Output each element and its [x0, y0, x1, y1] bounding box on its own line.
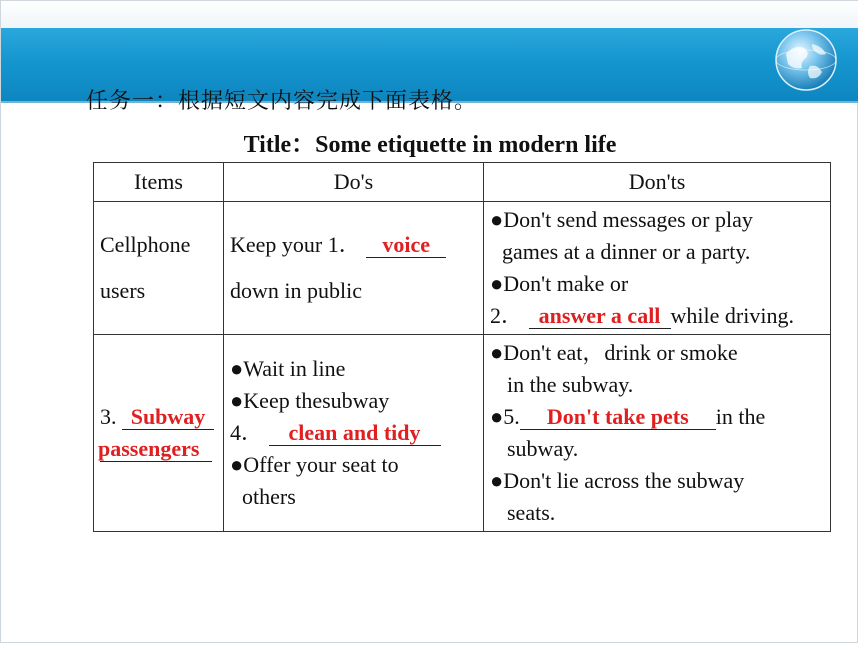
donts-text: ●5. — [490, 404, 520, 429]
cell-item-subway — [94, 335, 224, 532]
dos-text: ●Wait in line — [230, 356, 346, 381]
dos-text: others — [242, 484, 296, 509]
header-dos: Do's — [224, 163, 484, 202]
dos-text: ●Offer your seat to — [230, 452, 399, 477]
header-items: Items — [94, 163, 224, 202]
dos-text: 4． — [230, 420, 264, 445]
table-row — [94, 202, 831, 335]
donts-text: 2． — [490, 303, 524, 328]
donts-text: ●Don't make or — [490, 271, 629, 296]
answer-text: clean and tidy — [288, 420, 421, 445]
globe-icon — [772, 26, 840, 94]
dos-text: down in public — [230, 278, 362, 303]
item-label: users — [100, 278, 146, 303]
answer-blank — [100, 437, 212, 462]
table-row — [94, 335, 831, 532]
donts-text: while driving. — [670, 303, 794, 328]
page-title: Title：Some etiquette in modern life — [243, 132, 617, 158]
donts-text: subway. — [507, 436, 579, 461]
cell-donts-cellphone — [484, 202, 831, 335]
top-strip — [1, 1, 858, 28]
donts-text: ●Don't send messages or play — [490, 207, 753, 232]
answer-blank — [520, 405, 716, 430]
answer-text: Don't take pets — [546, 404, 689, 429]
answer-text: Subway — [130, 404, 206, 429]
donts-text: ●Don't lie across the subway — [490, 468, 745, 493]
answer-blank — [269, 421, 441, 446]
etiquette-table — [93, 162, 831, 532]
answer-blank — [122, 405, 214, 430]
donts-text: in the — [715, 404, 766, 429]
donts-text: seats. — [507, 500, 556, 525]
header-donts: Don'ts — [484, 163, 831, 202]
item-label: Cellphone — [100, 232, 191, 257]
table-header-row — [94, 163, 831, 202]
answer-text: passengers — [98, 436, 200, 461]
donts-text: ●Don't eat，drink or smoke — [490, 340, 738, 365]
cell-item-cellphone — [94, 202, 224, 335]
answer-text: answer a call — [538, 303, 661, 328]
donts-text: in the subway. — [507, 372, 634, 397]
cell-dos-subway — [224, 335, 484, 532]
dos-text: ●Keep thesubway — [230, 388, 390, 413]
item-number: 3. — [100, 404, 117, 429]
answer-text: voice — [382, 232, 431, 257]
donts-text: games at a dinner or a party. — [502, 239, 751, 264]
answer-blank — [366, 233, 446, 258]
task-instruction: 任务一：根据短文内容完成下面表格。 — [86, 89, 478, 114]
cell-dos-cellphone — [224, 202, 484, 335]
cell-donts-subway — [484, 335, 831, 532]
dos-text: Keep your 1． — [230, 232, 361, 257]
answer-blank — [529, 304, 671, 329]
